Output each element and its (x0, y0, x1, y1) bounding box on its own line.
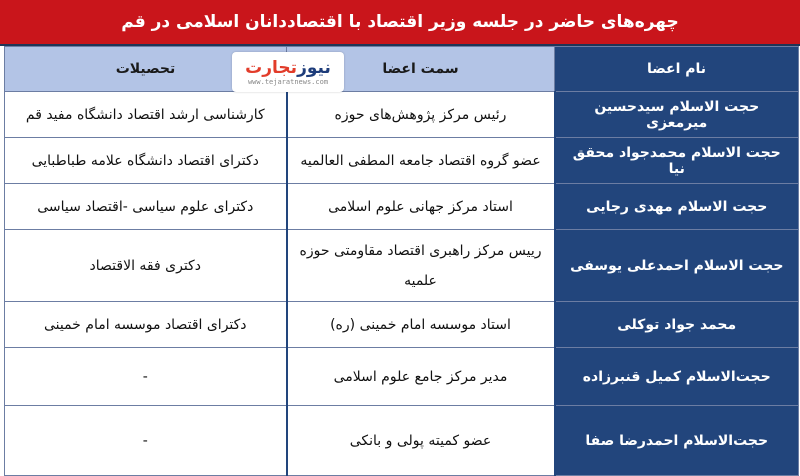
table-row (5, 406, 799, 476)
member-education: - (5, 348, 287, 406)
member-role: استاد موسسه امام خمینی (ره) (287, 302, 555, 348)
table-header-row (5, 47, 799, 92)
table-row (5, 302, 799, 348)
table-row (5, 92, 799, 138)
member-education: دکترای اقتصاد موسسه امام خمینی (5, 302, 287, 348)
member-role: عضو کمیته پولی و بانکی (287, 406, 555, 476)
header-name: نام اعضا (555, 47, 799, 92)
header-role: سمت اعضا (287, 47, 555, 92)
member-role: رئیس مرکز پژوهش‌های حوزه (287, 92, 555, 138)
member-education: دکترای علوم سیاسی -اقتصاد سیاسی (5, 184, 287, 230)
table-row (5, 230, 799, 302)
tejaratnews-logo (232, 52, 344, 92)
member-education: دکترای اقتصاد دانشگاه علامه طباطبایی (5, 138, 287, 184)
table-row (5, 138, 799, 184)
page-title: چهره‌های حاضر در جلسه وزیر اقتصاد با اقتصاددانان اسلامی در قم (0, 0, 800, 46)
member-role: رییس مرکز راهبری اقتصاد مقاومتی حوزه علمیه (287, 230, 555, 302)
member-role: عضو گروه اقتصاد جامعه المطفی العالمیه (287, 138, 555, 184)
member-role: مدیر مرکز جامع علوم اسلامی (287, 348, 555, 406)
member-name: حجت الاسلام محمدجواد محقق نیا (555, 138, 799, 184)
member-education: کارشناسی ارشد اقتصاد دانشگاه مفید قم (5, 92, 287, 138)
logo-part-b: نیوز (297, 58, 331, 78)
member-name: حجت الاسلام سیدحسین میرمعزی (555, 92, 799, 138)
logo-part-a: تجارت (245, 58, 298, 78)
logo-url: www.tejaratnews.com (247, 78, 329, 86)
member-role: استاد مرکز جهانی علوم اسلامی (287, 184, 555, 230)
header-education: تحصیلات (5, 47, 287, 92)
table-row (5, 348, 799, 406)
member-education: - (5, 406, 287, 476)
member-education: دکتری فقه الاقتصاد (5, 230, 287, 302)
table-row (5, 184, 799, 230)
members-table (4, 46, 799, 476)
member-name: حجت‌الاسلام کمیل قنبرزاده (555, 348, 799, 406)
member-name: حجت‌الاسلام احمدرضا صفا (555, 406, 799, 476)
member-name: محمد جواد توکلی (555, 302, 799, 348)
member-name: حجت الاسلام مهدی رجایی (555, 184, 799, 230)
member-name: حجت الاسلام احمدعلی یوسفی (555, 230, 799, 302)
